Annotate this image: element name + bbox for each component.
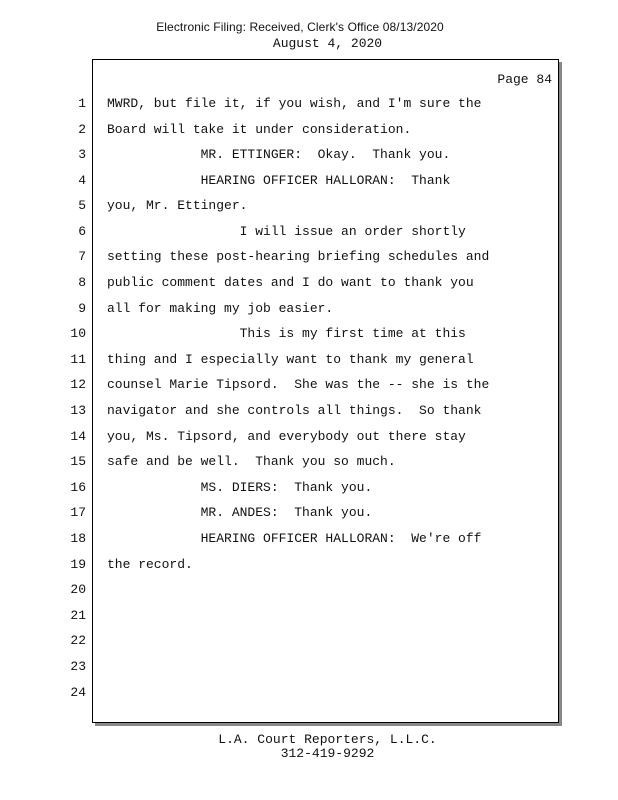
line-number: 14 [70,429,86,444]
line-text: MS. DIERS: Thank you. [107,480,373,495]
transcript-line [0,377,618,403]
line-number: 12 [70,377,86,392]
line-text: you, Ms. Tipsord, and everybody out there stay [107,429,466,444]
line-text: setting these post-hearing briefing schedules and [107,249,490,264]
line-text: This is my first time at this [107,326,466,341]
transcript-line [0,659,618,685]
line-number: 7 [78,249,86,264]
transcript-line [0,122,618,148]
transcript-line [0,403,618,429]
transcript-line [0,531,618,557]
transcript-line [0,480,618,506]
transcript-line [0,173,618,199]
page-number: Page 84 [497,72,552,87]
line-number: 22 [70,633,86,648]
line-text: thing and I especially want to thank my general [107,352,474,367]
line-number: 8 [78,275,86,290]
line-text: all for making my job easier. [107,301,334,316]
line-number: 24 [70,685,86,700]
line-number: 18 [70,531,86,546]
line-number: 23 [70,659,86,674]
line-number: 3 [78,147,86,162]
line-number: 13 [70,403,86,418]
transcript-line [0,505,618,531]
line-number: 15 [70,454,86,469]
transcript-line [0,582,618,608]
transcript-line [0,326,618,352]
transcript-line [0,429,618,455]
transcript-line [0,275,618,301]
line-number: 21 [70,608,86,623]
line-text: safe and be well. Thank you so much. [107,454,396,469]
reporter-phone: 312-419-9292 [280,746,375,761]
transcript-line [0,301,618,327]
transcript-line [0,685,618,711]
line-text: Board will take it under consideration. [107,122,412,137]
line-number: 6 [78,224,86,239]
filing-stamp: Electronic Filing: Received, Clerk's Office 08/13/2020 [156,20,444,34]
line-text: MWRD, but file it, if you wish, and I'm sure the [107,96,482,111]
hearing-date: August 4, 2020 [272,36,383,51]
line-number: 20 [70,582,86,597]
transcript-line [0,224,618,250]
reporter-footer [0,733,618,761]
line-number: 9 [78,301,86,316]
line-number: 5 [78,198,86,213]
line-text: MR. ANDES: Thank you. [107,505,373,520]
line-number: 19 [70,557,86,572]
line-number: 11 [70,352,86,367]
line-number: 4 [78,173,86,188]
line-text: counsel Marie Tipsord. She was the -- she is the [107,377,490,392]
line-number: 2 [78,122,86,137]
reporter-company: L.A. Court Reporters, L.L.C. [218,732,437,747]
line-text: MR. ETTINGER: Okay. Thank you. [107,147,451,162]
transcript-line [0,352,618,378]
transcript-line [0,608,618,634]
transcript-line [0,198,618,224]
line-text: public comment dates and I do want to thank you [107,275,474,290]
transcript-line [0,147,618,173]
transcript-line [0,96,618,122]
line-number: 10 [70,326,86,341]
transcript-line [0,633,618,659]
line-number: 17 [70,505,86,520]
transcript-line [0,249,618,275]
line-text: you, Mr. Ettinger. [107,198,248,213]
line-text: HEARING OFFICER HALLORAN: We're off [107,531,482,546]
line-number: 16 [70,480,86,495]
line-number: 1 [78,96,86,111]
line-text: HEARING OFFICER HALLORAN: Thank [107,173,451,188]
transcript-line [0,454,618,480]
line-text: I will issue an order shortly [107,224,466,239]
line-text: the record. [107,557,193,572]
transcript-line [0,557,618,583]
line-text: navigator and she controls all things. So thank [107,403,482,418]
